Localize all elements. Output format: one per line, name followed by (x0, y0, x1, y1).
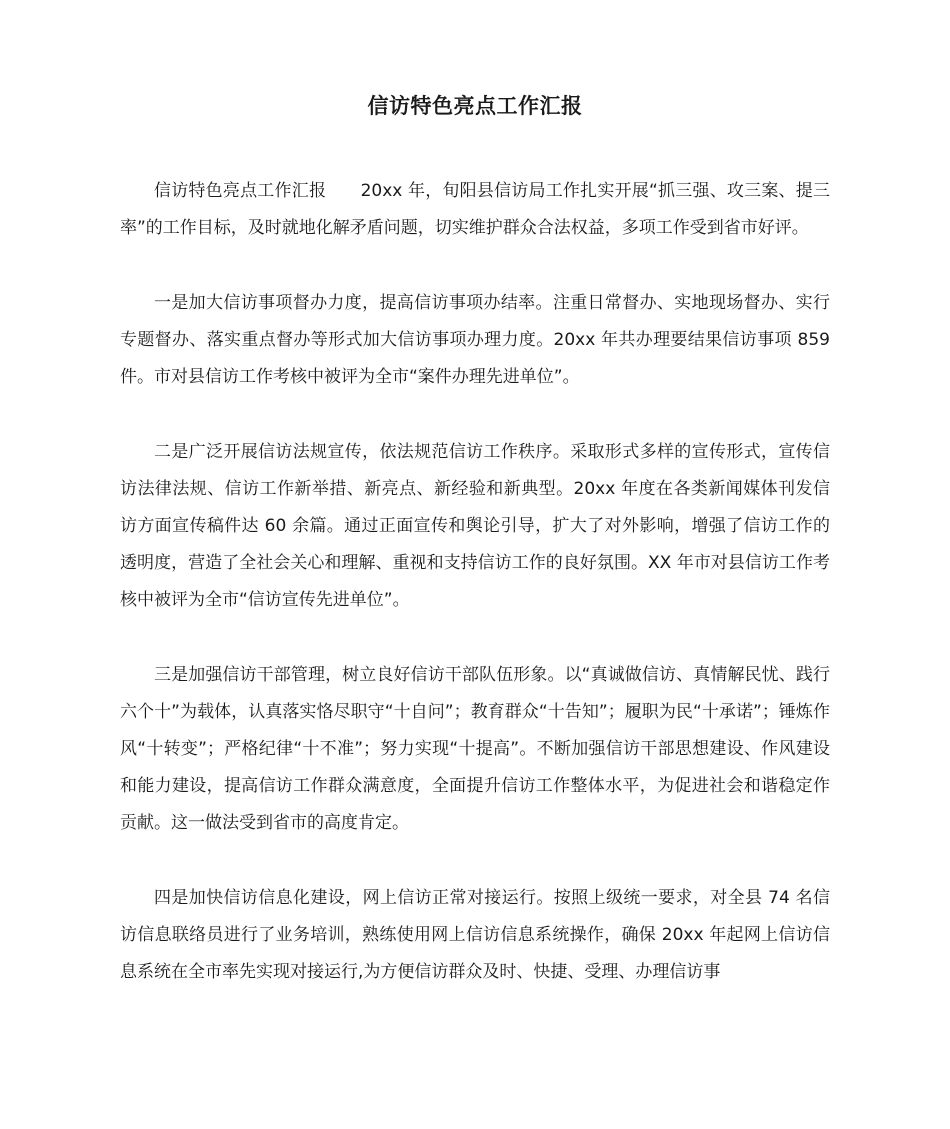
document-title: 信访特色亮点工作汇报 (367, 94, 583, 118)
document-body (120, 173, 830, 1029)
paragraph-intro: 信访特色亮点工作汇报 20xx 年，旬阳县信访局工作扎实开展“抓三强、攻三案、提三率”的工作目标，及时就地化解矛盾问题，切实维护群众合法权益，多项工作受到省市好评。 (120, 181, 830, 238)
paragraph-point-1: 一是加大信访事项督办力度，提高信访事项办结率。注重日常督办、实地现场督办、实行专题督办、落实重点督办等形式加大信访事项办理力度。20xx 年共办理要结果信访事项 859 件。市对县信访工作考核中被评为全市“案件办理先进单位”。 (120, 293, 830, 387)
paragraph-point-4: 四是加快信访信息化建设，网上信访正常对接运行。按照上级统一要求，对全县 74 名信访信息联络员进行了业务培训，熟练使用网上信访信息系统操作，确保 20xx 年起网上信访信息系统在全市率先实现对接运行,为方便信访群众及时、快捷、受理、办理信访事 (120, 888, 830, 982)
paragraph-point-2: 二是广泛开展信访法规宣传，依法规范信访工作秩序。采取形式多样的宣传形式，宣传信访法律法规、信访工作新举措、新亮点、新经验和新典型。20xx 年度在各类新闻媒体刊发信访方面宣传稿件达 60 余篇。通过正面宣传和舆论引导，扩大了对外影响，增强了信访工作的透明度，营造了全社会关心和理解、重视和支持信访工作的良好氛围。XX 年市对县信访工作考核中被评为全市“信访宣传先进单位”。 (120, 442, 830, 610)
paragraph-point-3: 三是加强信访干部管理，树立良好信访干部队伍形象。以“真诚做信访、真情解民忧、践行六个十”为载体，认真落实恪尽职守“十自问”；教育群众“十告知”；履职为民“十承诺”；锤炼作风“十转变”；严格纪律“十不准”；努力实现“十提高”。不断加强信访干部思想建设、作风建设和能力建设，提高信访工作群众满意度，全面提升信访工作整体水平，为促进社会和谐稳定作贡献。这一做法受到省市的高度肯定。 (120, 665, 830, 833)
